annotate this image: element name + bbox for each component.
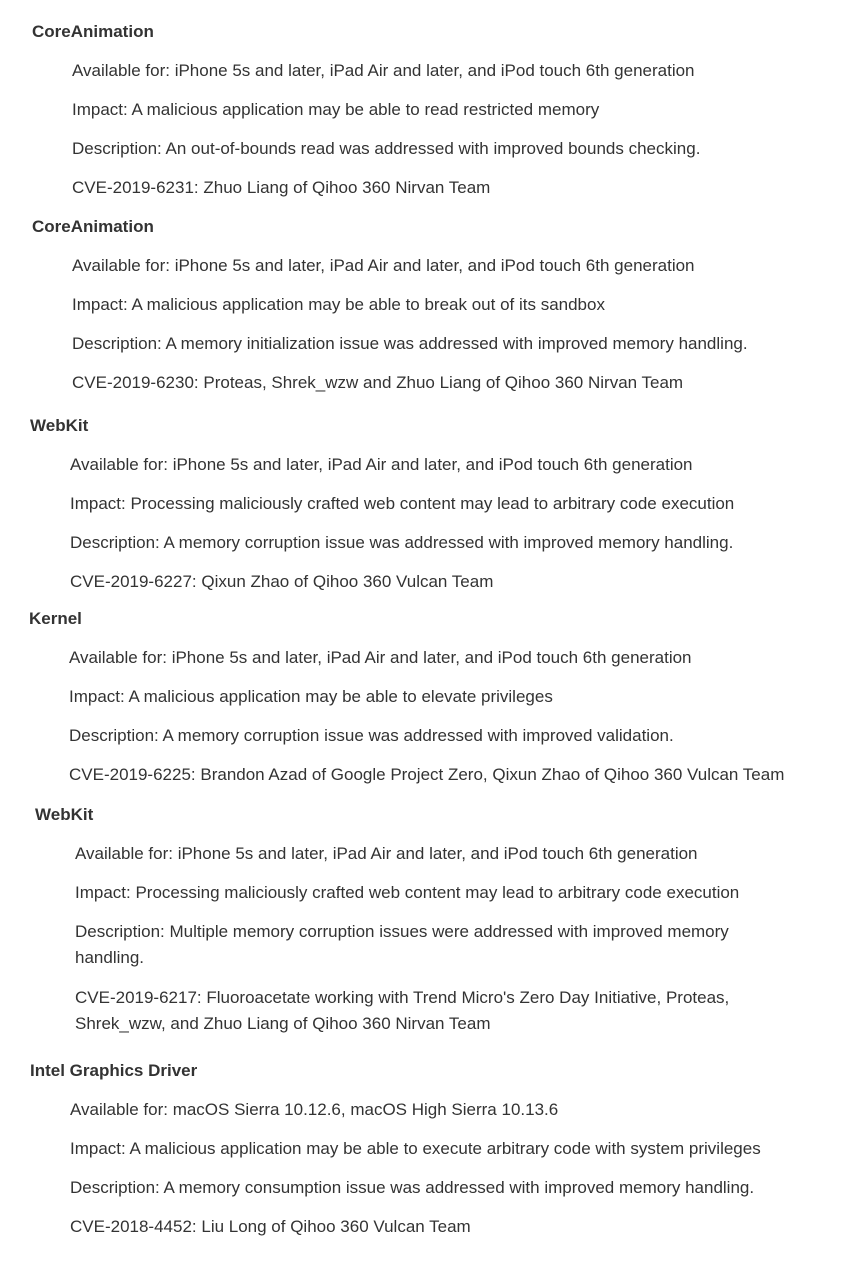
entry-title: WebKit (35, 805, 94, 824)
entry-impact: Impact: Processing maliciously crafted web content may lead to arbitrary code execution (70, 494, 735, 513)
entry-cve: CVE-2019-6225: Brandon Azad of Google Project Zero, Qixun Zhao of Qihoo 360 Vulcan Team (69, 765, 785, 784)
entry-description: Description: A memory initialization issue was addressed with improved memory handling. (72, 334, 748, 353)
entry-cve: CVE-2019-6217: Fluoroacetate working with Trend Micro's Zero Day Initiative, Proteas, Shrek_wzw, and Zhuo Liang of Qihoo 360 Nirvan Team (75, 988, 730, 1033)
entry-available: Available for: iPhone 5s and later, iPad Air and later, and iPod touch 6th generation (69, 648, 692, 667)
entry-impact: Impact: Processing maliciously crafted web content may lead to arbitrary code execution (75, 883, 740, 902)
entry-title: Intel Graphics Driver (30, 1061, 198, 1080)
entry-available: Available for: iPhone 5s and later, iPad Air and later, and iPod touch 6th generation (70, 455, 693, 474)
entry-title: CoreAnimation (32, 22, 154, 41)
entry-cve: CVE-2019-6230: Proteas, Shrek_wzw and Zhuo Liang of Qihoo 360 Nirvan Team (72, 373, 684, 392)
entry-description: Description: A memory corruption issue was addressed with improved memory handling. (70, 533, 734, 552)
entry-available: Available for: iPhone 5s and later, iPad Air and later, and iPod touch 6th generation (72, 256, 695, 275)
entry-cve: CVE-2019-6227: Qixun Zhao of Qihoo 360 Vulcan Team (70, 572, 494, 591)
entry-title: WebKit (30, 416, 89, 435)
entry-cve: CVE-2018-4452: Liu Long of Qihoo 360 Vulcan Team (70, 1217, 471, 1236)
entry-cve: CVE-2019-6231: Zhuo Liang of Qihoo 360 Nirvan Team (72, 178, 491, 197)
entry-description: Description: Multiple memory corruption issues were addressed with improved memory handling. (75, 922, 729, 967)
entry-title: CoreAnimation (32, 217, 154, 236)
entry-description: Description: An out-of-bounds read was addressed with improved bounds checking. (72, 139, 701, 158)
entry-title: Kernel (29, 609, 82, 628)
entry-description: Description: A memory consumption issue was addressed with improved memory handling. (70, 1178, 755, 1197)
entry-available: Available for: iPhone 5s and later, iPad Air and later, and iPod touch 6th generation (72, 61, 695, 80)
entry-available: Available for: macOS Sierra 10.12.6, macOS High Sierra 10.13.6 (70, 1100, 559, 1119)
entry-impact: Impact: A malicious application may be able to elevate privileges (69, 687, 553, 706)
entry-impact: Impact: A malicious application may be able to execute arbitrary code with system privileges (70, 1139, 761, 1158)
entry-description: Description: A memory corruption issue was addressed with improved validation. (69, 726, 674, 745)
entry-impact: Impact: A malicious application may be able to break out of its sandbox (72, 295, 605, 314)
entry-available: Available for: iPhone 5s and later, iPad Air and later, and iPod touch 6th generation (75, 844, 698, 863)
entry-impact: Impact: A malicious application may be able to read restricted memory (72, 100, 600, 119)
